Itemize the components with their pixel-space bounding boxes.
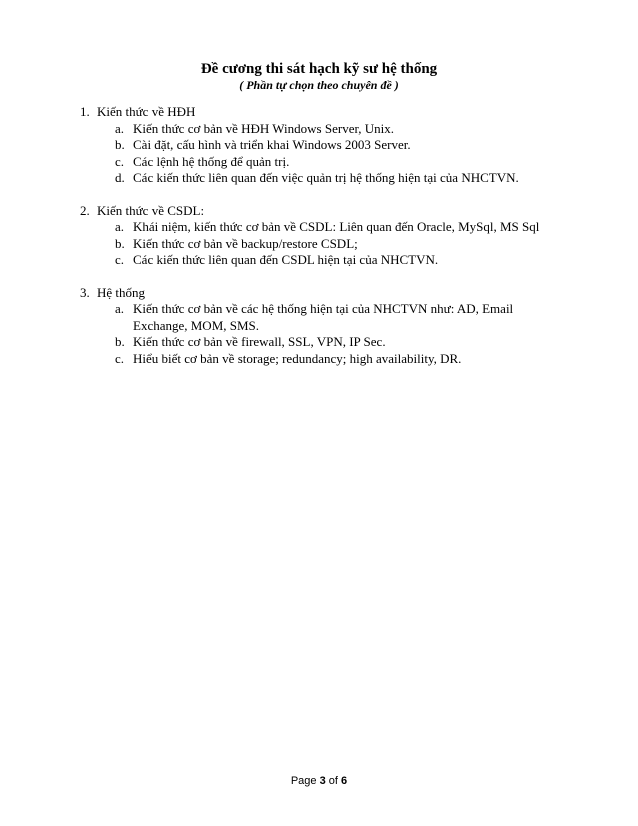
section-heading xyxy=(80,104,580,121)
item-letter: d. xyxy=(115,170,125,185)
document-subtitle: ( Phần tự chọn theo chuyên đề ) xyxy=(239,78,399,92)
list-item xyxy=(80,170,580,187)
item-text: Hiểu biết cơ bản về storage; redundancy; high availability, DR. xyxy=(133,350,462,366)
list-item xyxy=(80,236,580,253)
page-total: 6 xyxy=(341,775,348,787)
section-items xyxy=(80,301,580,367)
section-title: Hệ thống xyxy=(97,284,146,300)
item-letter: a. xyxy=(115,120,125,136)
item-text: Khái niệm, kiến thức cơ bản về CSDL: Liên quan đến Oracle, MySql, MS Sql xyxy=(133,219,540,234)
item-letter: b. xyxy=(115,334,125,349)
page-word: Page xyxy=(290,775,317,787)
list-item xyxy=(80,334,580,351)
item-letter: c. xyxy=(115,153,125,169)
page-current: 3 xyxy=(319,775,326,787)
section-number: 2. xyxy=(80,202,90,218)
item-text: Kiến thức cơ bản về backup/restore CSDL; xyxy=(133,235,358,251)
section-number: 3. xyxy=(80,284,90,300)
list-item xyxy=(80,137,580,154)
section-items xyxy=(80,121,580,187)
section-3 xyxy=(80,285,580,368)
section-2 xyxy=(80,203,580,269)
list-item xyxy=(80,121,580,138)
item-text: Các kiến thức liên quan đến CSDL hiện tại của NHCTVN. xyxy=(133,252,439,267)
item-letter: c. xyxy=(115,350,125,366)
item-letter: a. xyxy=(115,219,125,234)
section-1 xyxy=(80,104,580,187)
item-text: Kiến thức cơ bản về firewall, SSL, VPN, IP Sec. xyxy=(133,334,386,349)
section-items xyxy=(80,219,580,269)
section-heading xyxy=(80,285,580,302)
item-text: Các lệnh hệ thống để quản trị. xyxy=(133,153,290,169)
of-word: of xyxy=(328,775,338,787)
item-text: Kiến thức cơ bản về HĐH Windows Server, Unix. xyxy=(133,120,395,136)
item-text: Các kiến thức liên quan đến việc quản trị hệ thống hiện tại của NHCTVN. xyxy=(133,170,519,185)
item-letter: b. xyxy=(115,137,125,152)
list-item xyxy=(80,351,580,368)
document-title: Đề cương thi sát hạch kỹ sư hệ thống xyxy=(200,61,438,77)
list-item xyxy=(80,219,580,236)
list-item xyxy=(80,154,580,171)
section-heading xyxy=(80,203,580,220)
outline-sections xyxy=(80,104,580,383)
item-text: Cài đặt, cấu hình và triển khai Windows 2003 Server. xyxy=(133,137,411,152)
page-footer xyxy=(0,774,638,788)
item-letter: c. xyxy=(115,252,125,267)
item-letter: b. xyxy=(115,235,125,251)
section-title: Kiến thức về HĐH xyxy=(97,104,196,119)
list-item xyxy=(80,301,580,334)
item-text: Kiến thức cơ bản về các hệ thống hiện tại của NHCTVN như: AD, Email Exchange, MOM, SMS. xyxy=(133,301,514,333)
section-number: 1. xyxy=(80,104,90,119)
list-item xyxy=(80,252,580,269)
item-letter: a. xyxy=(115,301,125,316)
section-title: Kiến thức về CSDL: xyxy=(97,202,205,218)
